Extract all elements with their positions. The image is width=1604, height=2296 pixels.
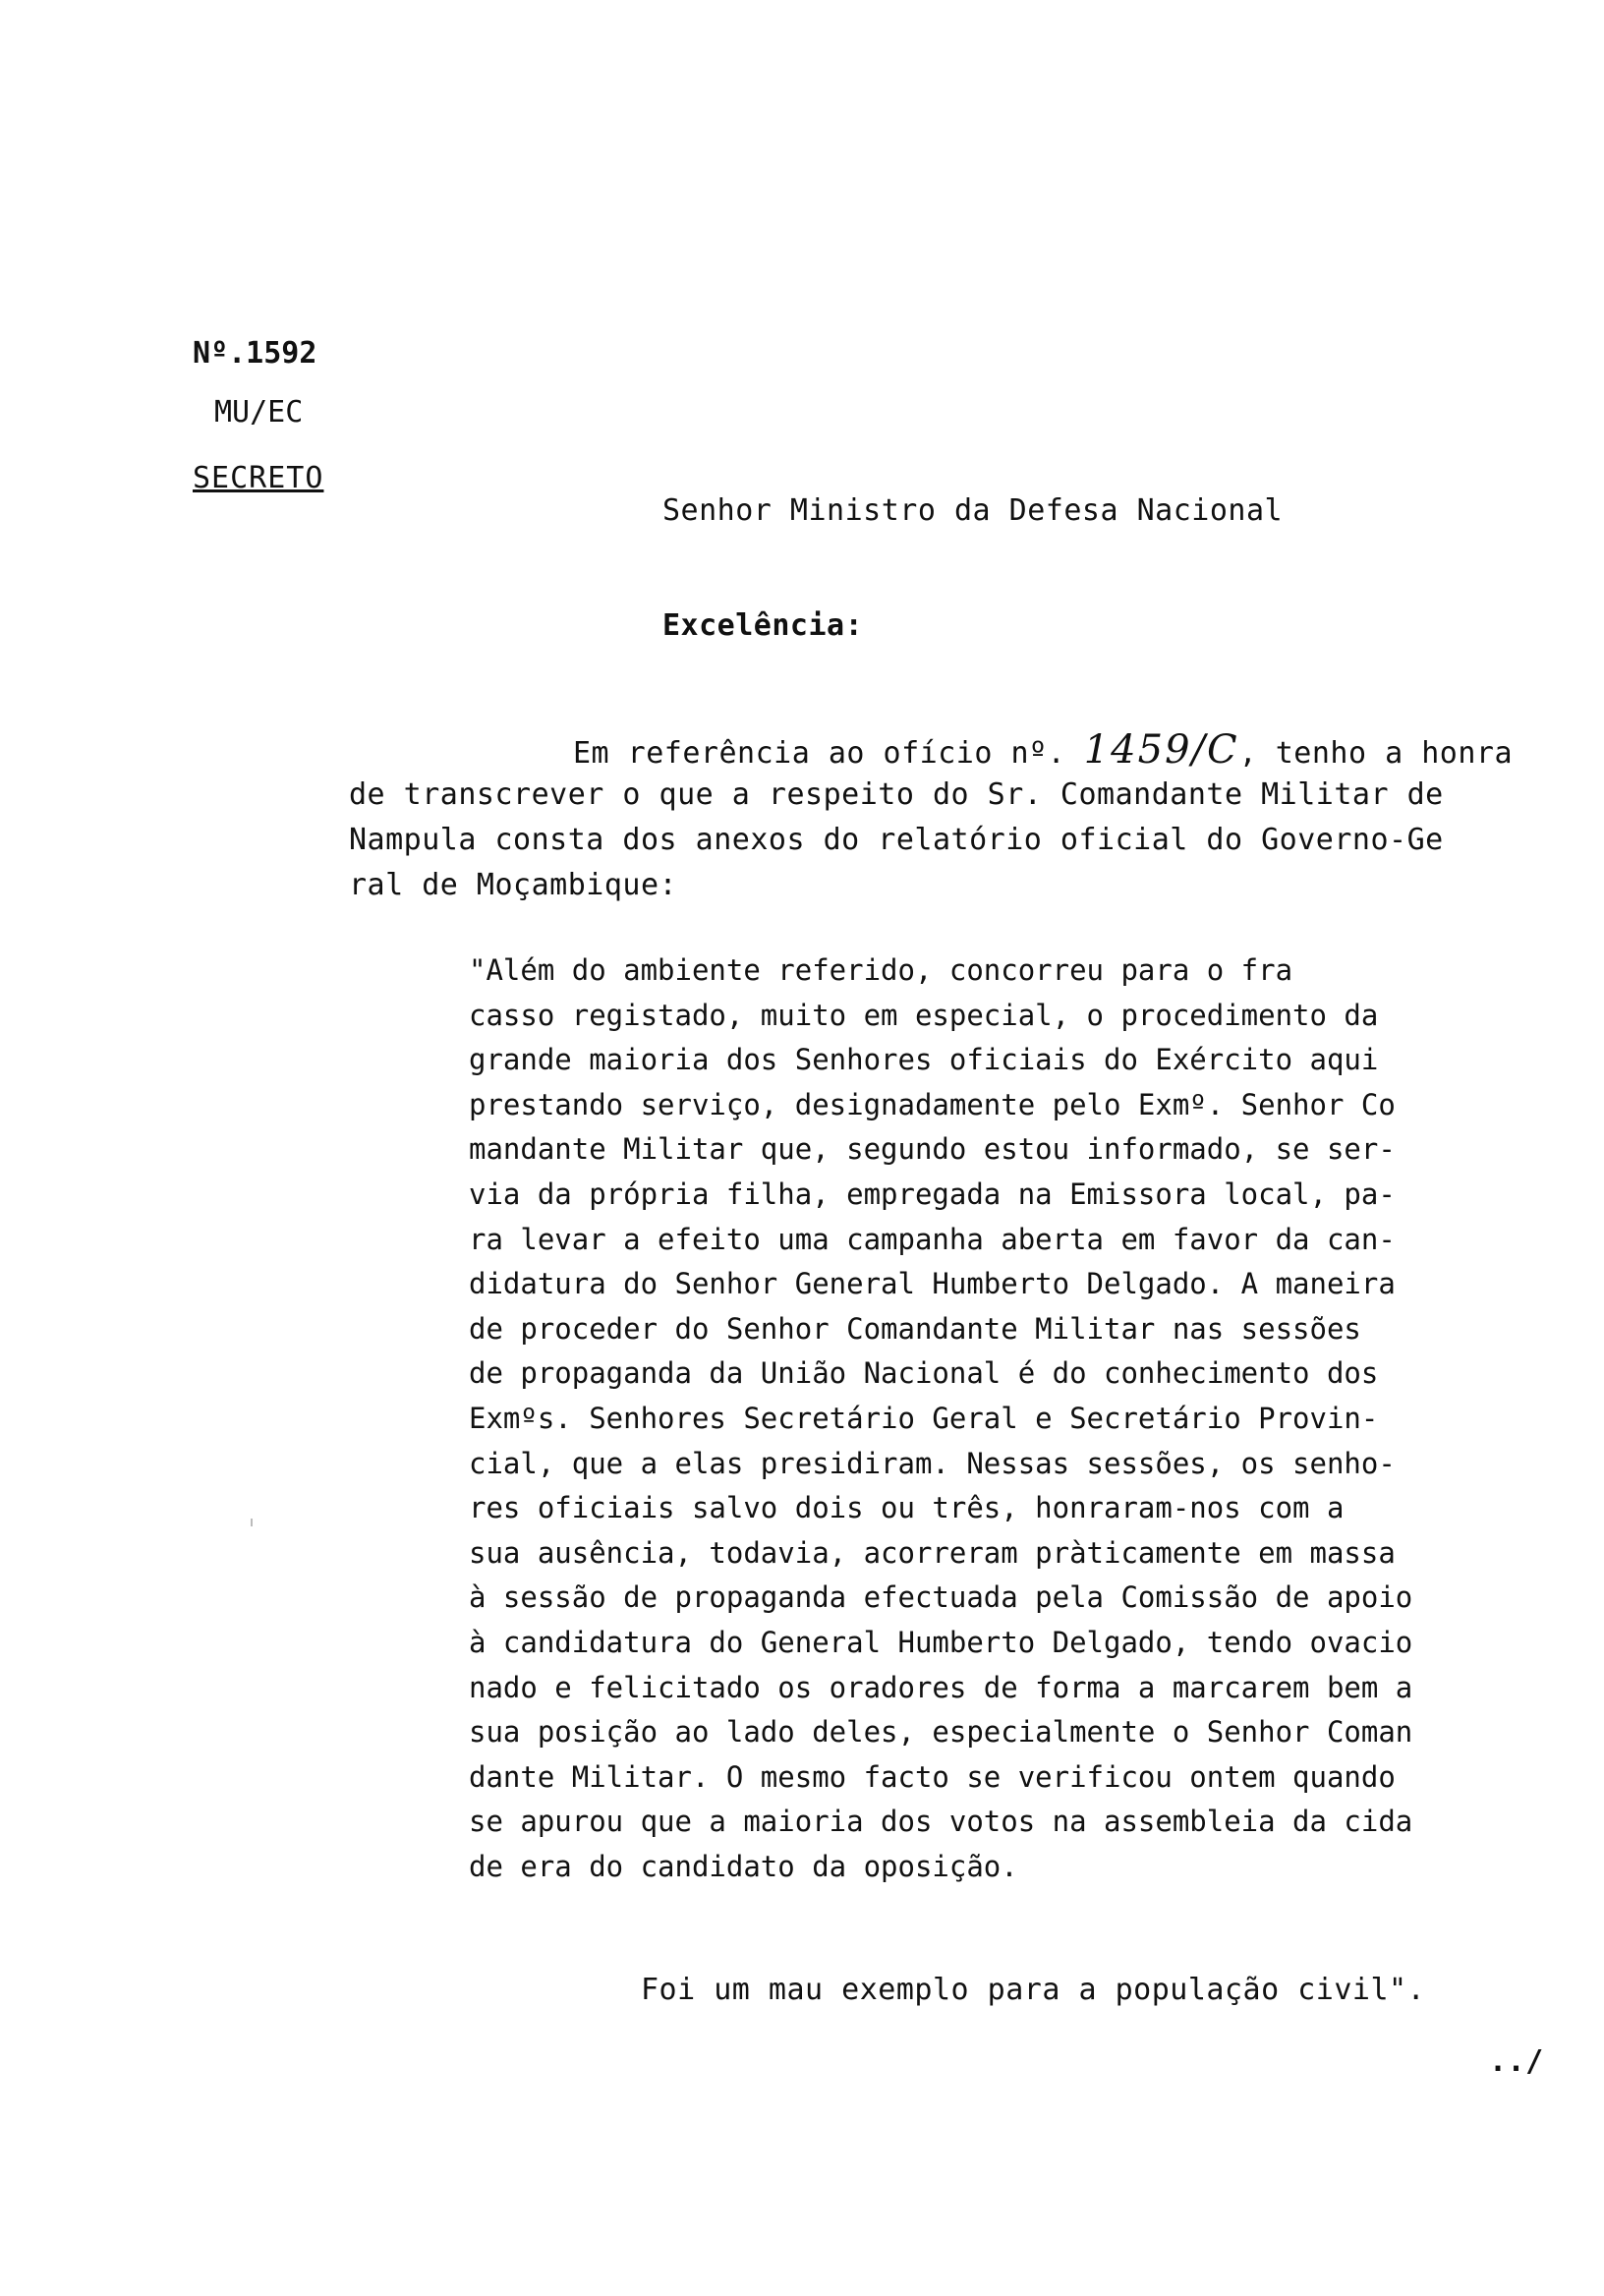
intro-line1-rest: , tenho a honra	[1238, 736, 1514, 771]
salutation: Excelência:	[662, 608, 864, 643]
quote-line: casso registado, muito em especial, o procedimento da	[469, 998, 1379, 1032]
quoted-report	[469, 948, 1412, 1889]
quote-line: Exmºs. Senhores Secretário Geral e Secretário Provin-	[469, 1401, 1379, 1435]
quote-line: à sessão de propaganda efectuada pela Comissão de apoio	[469, 1580, 1413, 1615]
closing-line: Foi um mau exemplo para a população civil".	[641, 1973, 1426, 2007]
quote-line: via da própria filha, empregada na Emissora local, pa-	[469, 1177, 1396, 1211]
quote-line: dante Militar. O mesmo facto se verificou ontem quando	[469, 1759, 1396, 1794]
quote-line: ra levar a efeito uma campanha aberta em favor da can-	[469, 1222, 1396, 1256]
quote-line: à candidatura do General Humberto Delgado, tendo ovacio	[469, 1625, 1413, 1659]
intro-paragraph	[349, 727, 1528, 908]
reference-code: MU/EC	[214, 395, 304, 430]
quote-line: nado e felicitado os oradores de forma a marcarem bem a	[469, 1670, 1413, 1704]
quote-line: didatura do Senhor General Humberto Delgado. A maneira	[469, 1267, 1396, 1301]
quote-line: de proceder do Senhor Comandante Militar nas sessões	[469, 1311, 1361, 1346]
margin-speck	[251, 1519, 253, 1526]
intro-line-3: Nampula consta dos anexos do relatório oficial do Governo-Ge	[349, 823, 1444, 857]
quote-line: grande maioria dos Senhores oficiais do Exército aqui	[469, 1043, 1379, 1077]
intro-line-2: de transcrever o que a respeito do Sr. Comandante Militar de	[349, 777, 1444, 812]
quote-line: cial, que a elas presidiram. Nessas sessões, os senho-	[469, 1446, 1396, 1480]
classification-stamp: SECRETO	[193, 461, 324, 495]
intro-line-4: ral de Moçambique:	[349, 868, 678, 902]
quote-line: prestando serviço, designadamente pelo Exmº. Senhor Co	[469, 1087, 1396, 1121]
quote-line: mandante Militar que, segundo estou informado, se ser-	[469, 1132, 1396, 1167]
intro-line-1	[349, 727, 1528, 773]
continuation-mark: ../	[1489, 2044, 1544, 2079]
quote-line: sua ausência, todavia, acorreram pràticamente em massa	[469, 1535, 1396, 1570]
quote-line: se apurou que a maioria dos votos na assembleia da cida	[469, 1805, 1413, 1839]
quote-line: de era do candidato da oposição.	[469, 1849, 1018, 1883]
quote-line: sua posição ao lado deles, especialmente o Senhor Coman	[469, 1715, 1413, 1750]
handwritten-reference: 1459/C	[1083, 727, 1239, 773]
quote-line: res oficiais salvo dois ou três, honraram-nos com a	[469, 1491, 1345, 1525]
quote-line: "Além do ambiente referido, concorreu para o fra	[469, 953, 1293, 987]
addressee: Senhor Ministro da Defesa Nacional	[662, 493, 1284, 528]
intro-lead: Em referência ao ofício nº.	[573, 736, 1066, 771]
reference-number: Nº.1592	[193, 336, 317, 371]
quote-line: de propaganda da União Nacional é do conhecimento dos	[469, 1356, 1379, 1391]
